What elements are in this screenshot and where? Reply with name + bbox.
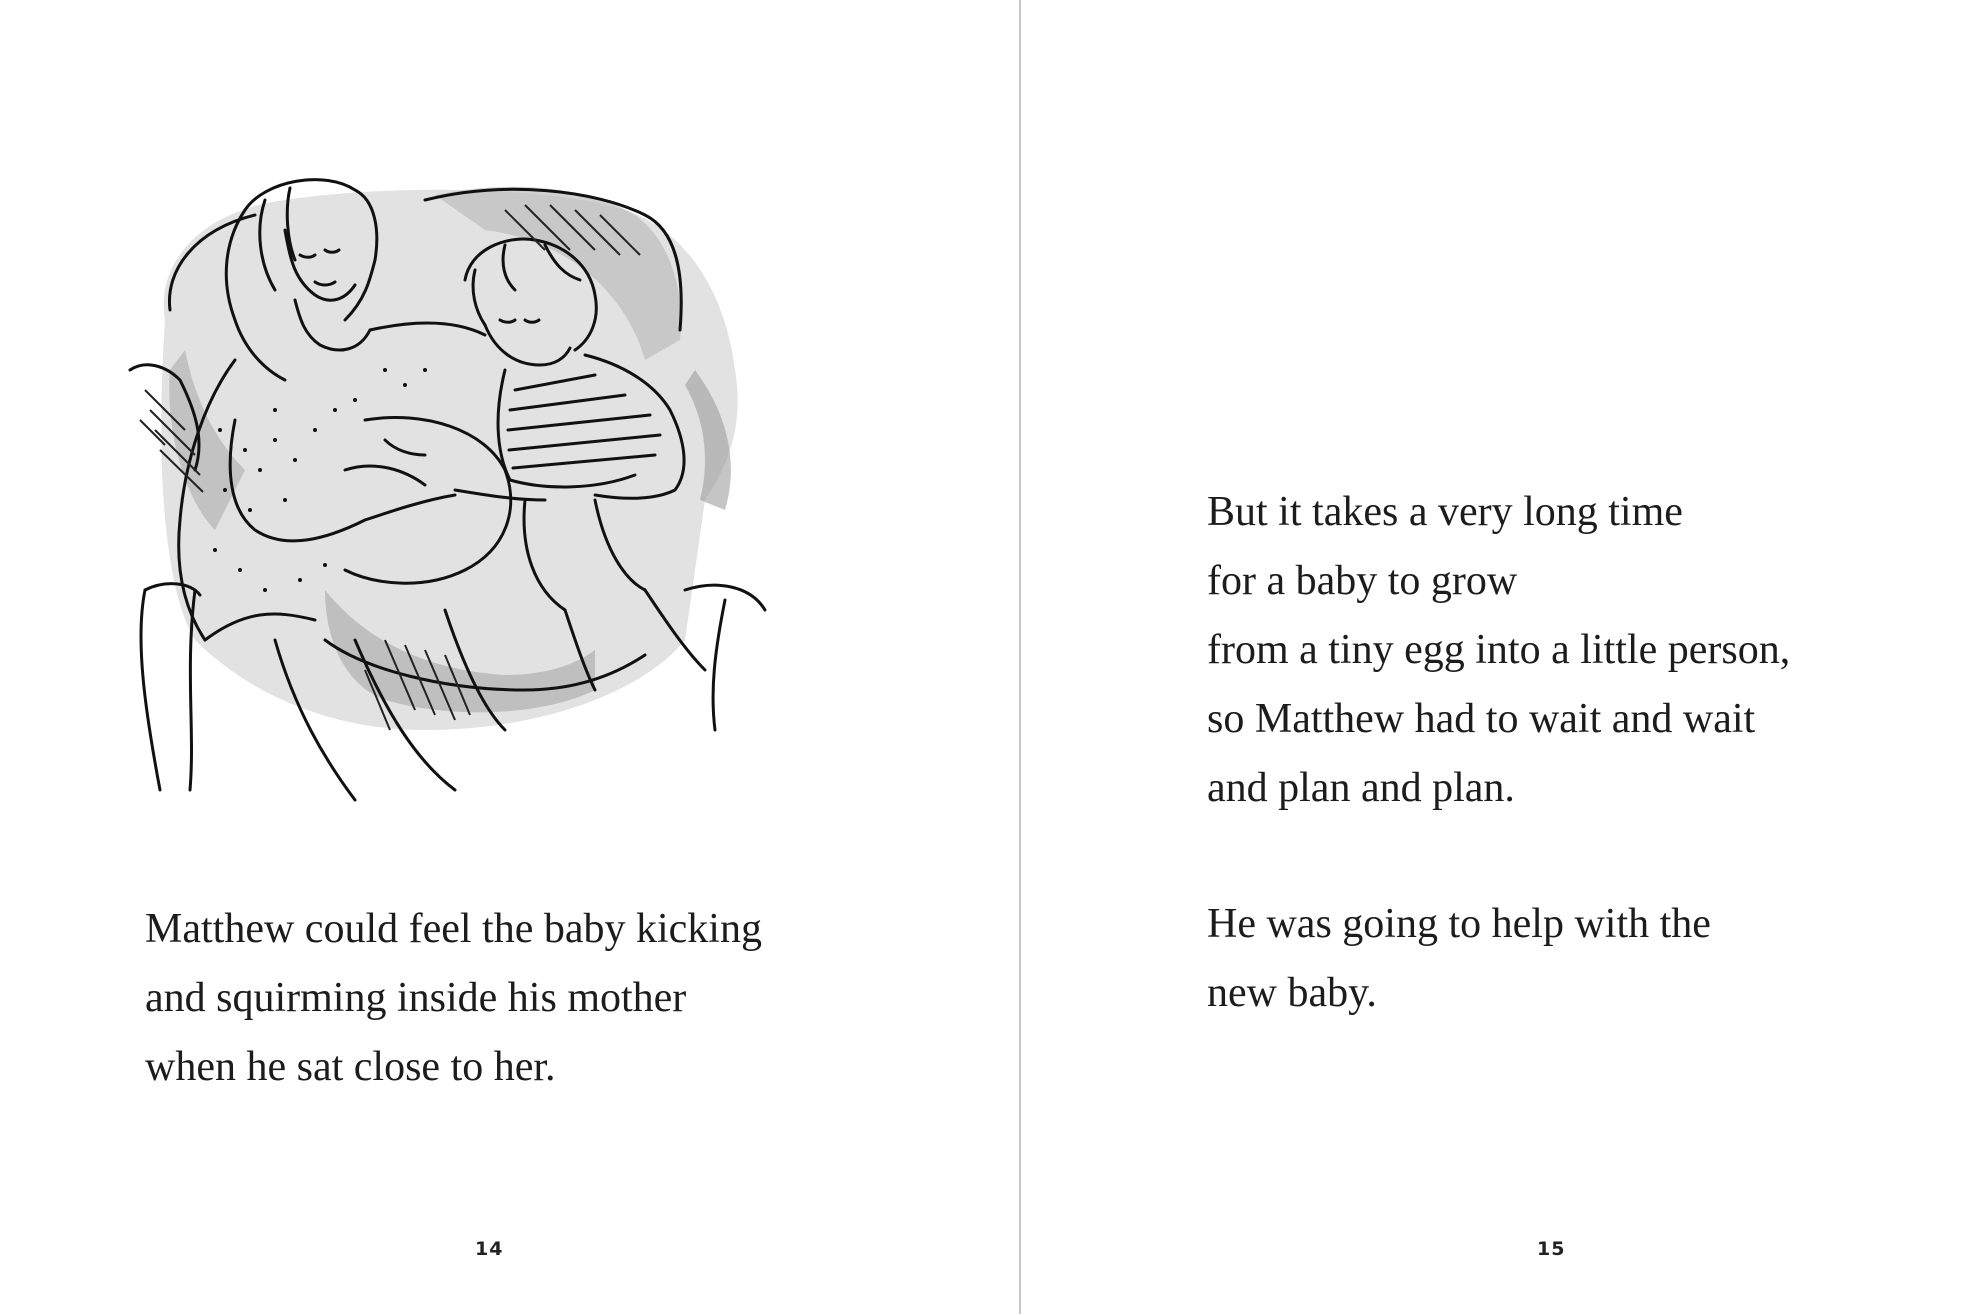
text-line: He was going to help with the: [1207, 901, 1711, 947]
text-line: and plan and plan.: [1207, 765, 1515, 811]
text-line: so Matthew had to wait and wait: [1207, 696, 1756, 742]
text-line: for a baby to grow: [1207, 558, 1518, 604]
page-gutter-divider: [1019, 0, 1021, 1314]
text-line: from a tiny egg into a little person,: [1207, 627, 1791, 673]
text-line: Matthew could feel the baby kicking: [145, 906, 762, 952]
page-number: 14: [475, 1238, 504, 1260]
text-line: But it takes a very long time: [1207, 489, 1683, 535]
right-page: [1022, 0, 1974, 1314]
mother-and-child-sketch-icon: [125, 170, 845, 820]
right-page-paragraph-2: [1207, 890, 1711, 1028]
page-number: 15: [1537, 1238, 1566, 1260]
text-line: and squirming inside his mother: [145, 975, 687, 1021]
text-line: new baby.: [1207, 970, 1377, 1016]
text-line: when he sat close to her.: [145, 1044, 556, 1090]
left-page-text: [145, 895, 762, 1102]
right-page-paragraph-1: [1207, 478, 1790, 823]
